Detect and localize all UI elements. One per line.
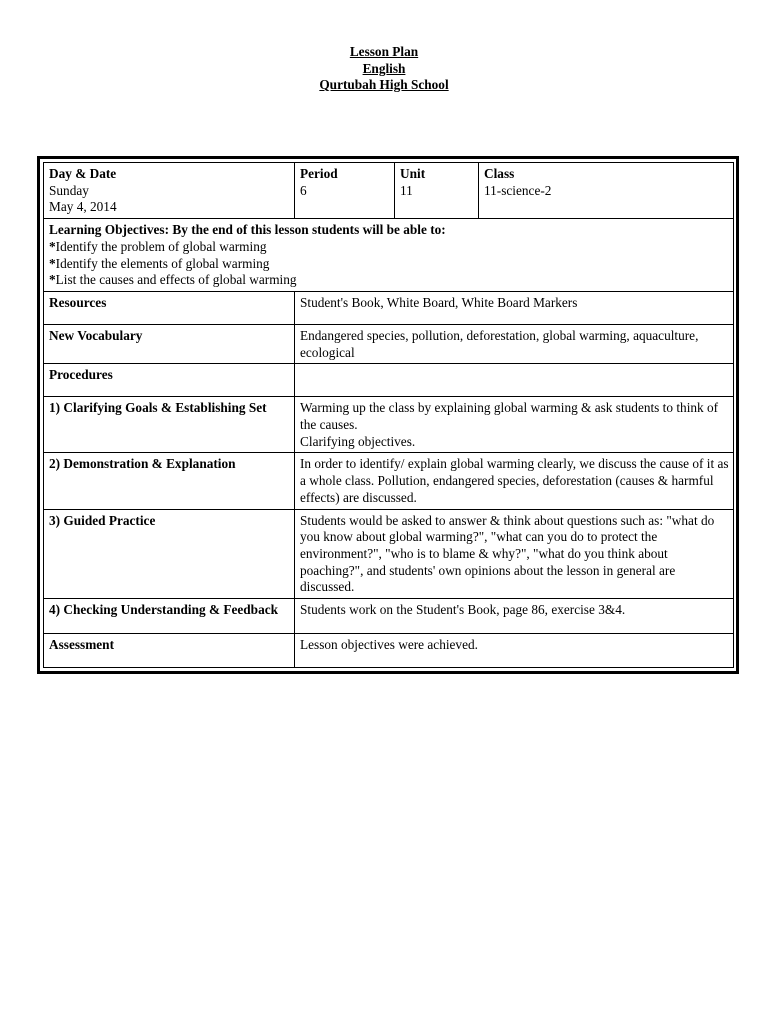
procedures-row [44,364,734,397]
objective-bullet: * [49,238,56,254]
period-label: Period [300,166,338,181]
step2-text: In order to identify/ explain global warming clearly, we discuss the cause of it as a whole class. Pollution, endangered species, deforestation (causes & harmful effects) are discussed. [295,453,734,509]
vocabulary-value: Endangered species, pollution, deforestation, global warming, aquaculture, ecological [295,324,734,363]
objective-item: *Identify the problem of global warming [49,238,267,254]
objective-bullet: * [49,255,56,271]
step3-text: Students would be asked to answer & think about questions such as: "what do you know about global warming?", "what can you do to protect the environment?", "who is to blame & why?", "what do you think about poaching?", and students' own opinions about the lesson in general are discussed. [295,509,734,599]
document-header [0,44,768,94]
unit-value: 11 [400,182,413,198]
objective-item: *List the causes and effects of global warming [49,272,297,288]
day-value: Sunday [49,182,89,198]
procedures-label: Procedures [44,364,295,397]
step4-label: 4) Checking Understanding & Feedback [44,599,295,634]
class-value: 11-science-2 [484,182,552,198]
doc-title: Lesson Plan [349,44,419,59]
step3-label: 3) Guided Practice [44,509,295,599]
unit-cell [395,163,479,219]
school-name: Qurtubah High School [319,77,449,92]
lesson-plan-frame [37,156,739,674]
step2-label: 2) Demonstration & Explanation [44,453,295,509]
resources-row [44,291,734,324]
step1-label: 1) Clarifying Goals & Establishing Set [44,397,295,453]
resources-value: Student's Book, White Board, White Board Markers [295,291,734,324]
step1-text: Warming up the class by explaining global warming & ask students to think of the causes. Clarifying objectives. [295,397,734,453]
step-row [44,509,734,599]
day-date-cell [44,163,295,219]
objective-item: *Identify the elements of global warming [49,255,270,271]
assessment-value: Lesson objectives were achieved. [295,634,734,668]
subject-title: English [362,60,406,76]
class-label: Class [484,166,515,181]
step4-text: Students work on the Student's Book, page 86, exercise 3&4. [295,599,734,634]
step-row [44,453,734,509]
step-row [44,599,734,634]
objectives-heading: Learning Objectives: By the end of this lesson students will be able to: [49,222,446,238]
assessment-row [44,634,734,668]
objective-bullet: * [49,272,56,288]
objectives-cell [44,219,734,292]
vocabulary-label: New Vocabulary [44,324,295,363]
procedures-value [295,364,734,397]
class-cell [479,163,734,219]
objectives-row [44,219,734,292]
day-date-label: Day & Date [49,166,117,181]
lesson-plan-table [43,162,734,668]
resources-label: Resources [44,291,295,324]
assessment-label: Assessment [44,634,295,668]
unit-label: Unit [400,166,426,181]
vocabulary-row [44,324,734,363]
period-value: 6 [300,182,307,198]
step-row [44,397,734,453]
info-row [44,163,734,219]
period-cell [295,163,395,219]
date-value: May 4, 2014 [49,199,117,215]
